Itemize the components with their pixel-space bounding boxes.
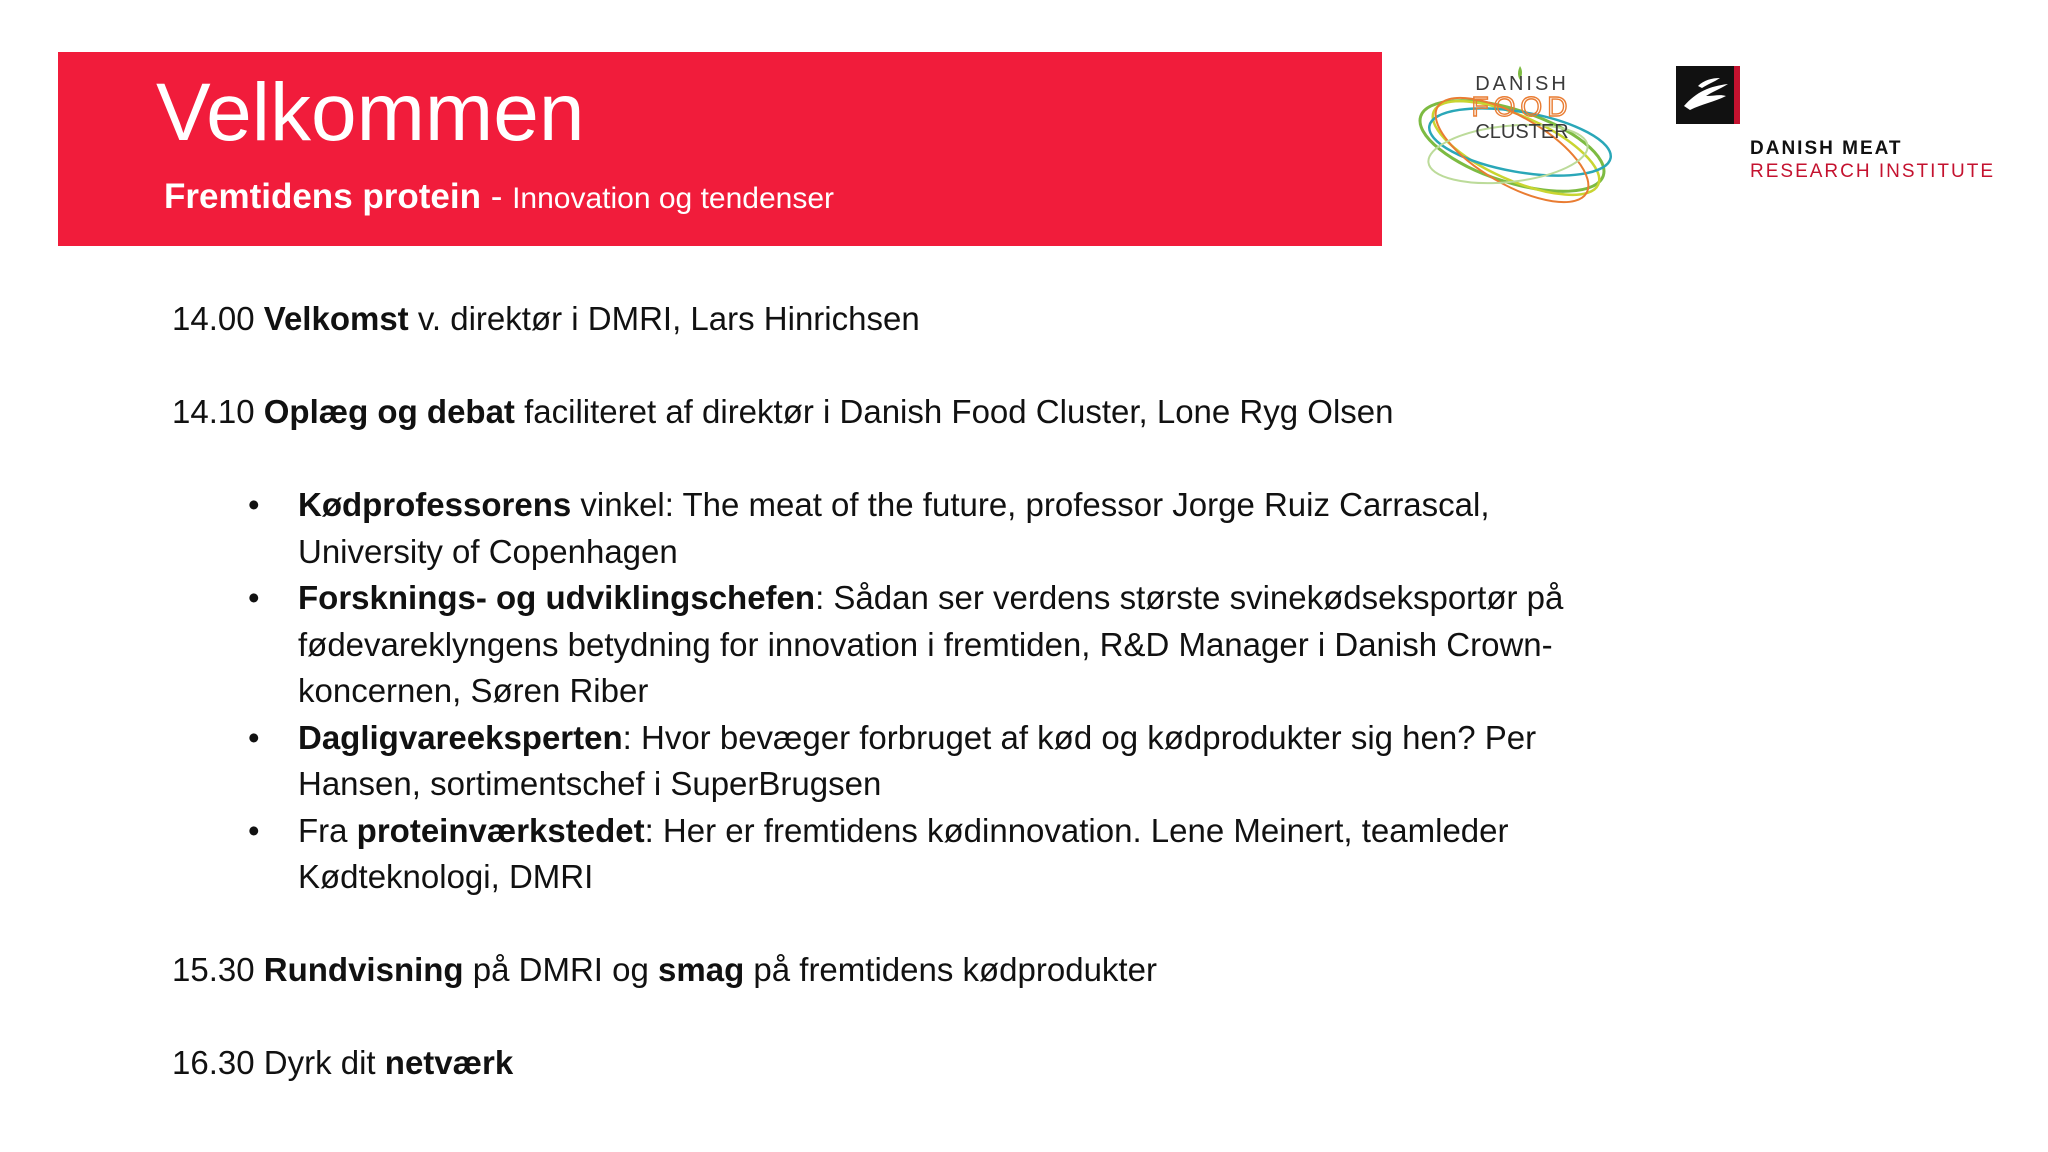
bullet-icon: •	[248, 579, 260, 616]
dmri-bird-icon	[1676, 66, 1740, 124]
dmri-name: DANISH MEAT	[1750, 138, 1903, 159]
agenda-item-network	[172, 1040, 1732, 1087]
agenda-bold: Rundvisning	[263, 951, 464, 988]
agenda-text: på fremtidens kødprodukter	[744, 951, 1157, 988]
agenda-item-tour	[172, 947, 1732, 994]
agenda-time: 16.30	[172, 1044, 255, 1081]
dmri-logo	[1676, 66, 1996, 190]
danish-food-cluster-swirl-icon	[1412, 58, 1622, 208]
agenda	[172, 296, 1732, 1087]
agenda-text: Dyrk dit	[254, 1044, 385, 1081]
subtitle-strong: Fremtidens protein	[164, 177, 481, 216]
speaker-pre: Fra	[298, 811, 357, 849]
bullet-icon: •	[248, 811, 260, 849]
speaker-bold: Forsknings- og udviklingschefen	[298, 579, 816, 616]
speaker-text: vinkel: The meat of the future, professor Jorge Ruiz Carrascal,	[571, 486, 1490, 523]
speaker-text: Hansen, sortimentschef i SuperBrugsen	[298, 765, 882, 802]
agenda-bold: smag	[658, 951, 745, 988]
agenda-item-welcome	[172, 296, 1732, 343]
speaker-bold: Dagligvareeksperten	[298, 718, 623, 756]
speaker-item	[172, 482, 1732, 575]
dfc-line2: FOOD	[1471, 91, 1573, 122]
agenda-item-talks	[172, 389, 1732, 436]
speaker-list	[172, 482, 1732, 901]
agenda-time: 15.30	[172, 951, 255, 988]
page-title: Velkommen	[156, 67, 585, 158]
speaker-text: koncernen, Søren Riber	[298, 672, 649, 709]
dmri-subname: RESEARCH INSTITUTE	[1750, 161, 1996, 182]
agenda-time: 14.10	[172, 393, 255, 430]
agenda-text: på DMRI og	[463, 951, 659, 988]
bullet-icon: •	[248, 486, 260, 523]
speaker-item	[172, 808, 1732, 901]
agenda-time: 14.00	[172, 300, 255, 337]
danish-food-cluster-logo	[1412, 58, 1622, 208]
agenda-bold: Oplæg og debat	[263, 393, 515, 430]
agenda-bold: netværk	[384, 1044, 514, 1081]
speaker-text: University of Copenhagen	[298, 532, 678, 570]
speaker-text: fødevareklyngens betydning for innovation i fremtiden, R&D Manager i Danish Crown-	[298, 625, 1553, 663]
agenda-bold: Velkomst	[263, 300, 409, 337]
speaker-text: : Sådan ser verdens største svinekødseksportør på	[815, 579, 1564, 616]
speaker-bold: proteinværkstedet	[356, 811, 645, 849]
page-subtitle	[164, 176, 834, 218]
speaker-text: : Hvor bevæger forbruget af kød og kødprodukter sig hen? Per	[622, 718, 1537, 756]
header-banner	[58, 52, 1382, 246]
dfc-line3: CLUSTER	[1475, 121, 1569, 143]
subtitle-separator: -	[480, 177, 513, 216]
agenda-text: v. direktør i DMRI, Lars Hinrichsen	[408, 300, 920, 337]
dfc-line1: DANISH	[1475, 73, 1569, 95]
bullet-icon: •	[248, 718, 260, 756]
speaker-text: : Her er fremtidens kødinnovation. Lene Meinert, teamleder	[644, 811, 1509, 849]
speaker-item	[172, 575, 1732, 715]
agenda-text: faciliteret af direktør i Danish Food Cluster, Lone Ryg Olsen	[514, 393, 1394, 430]
speaker-text: Kødteknologi, DMRI	[298, 858, 594, 895]
subtitle-light: Innovation og tendenser	[512, 182, 835, 215]
speaker-bold: Kødprofessorens	[298, 486, 572, 523]
speaker-item	[172, 715, 1732, 808]
